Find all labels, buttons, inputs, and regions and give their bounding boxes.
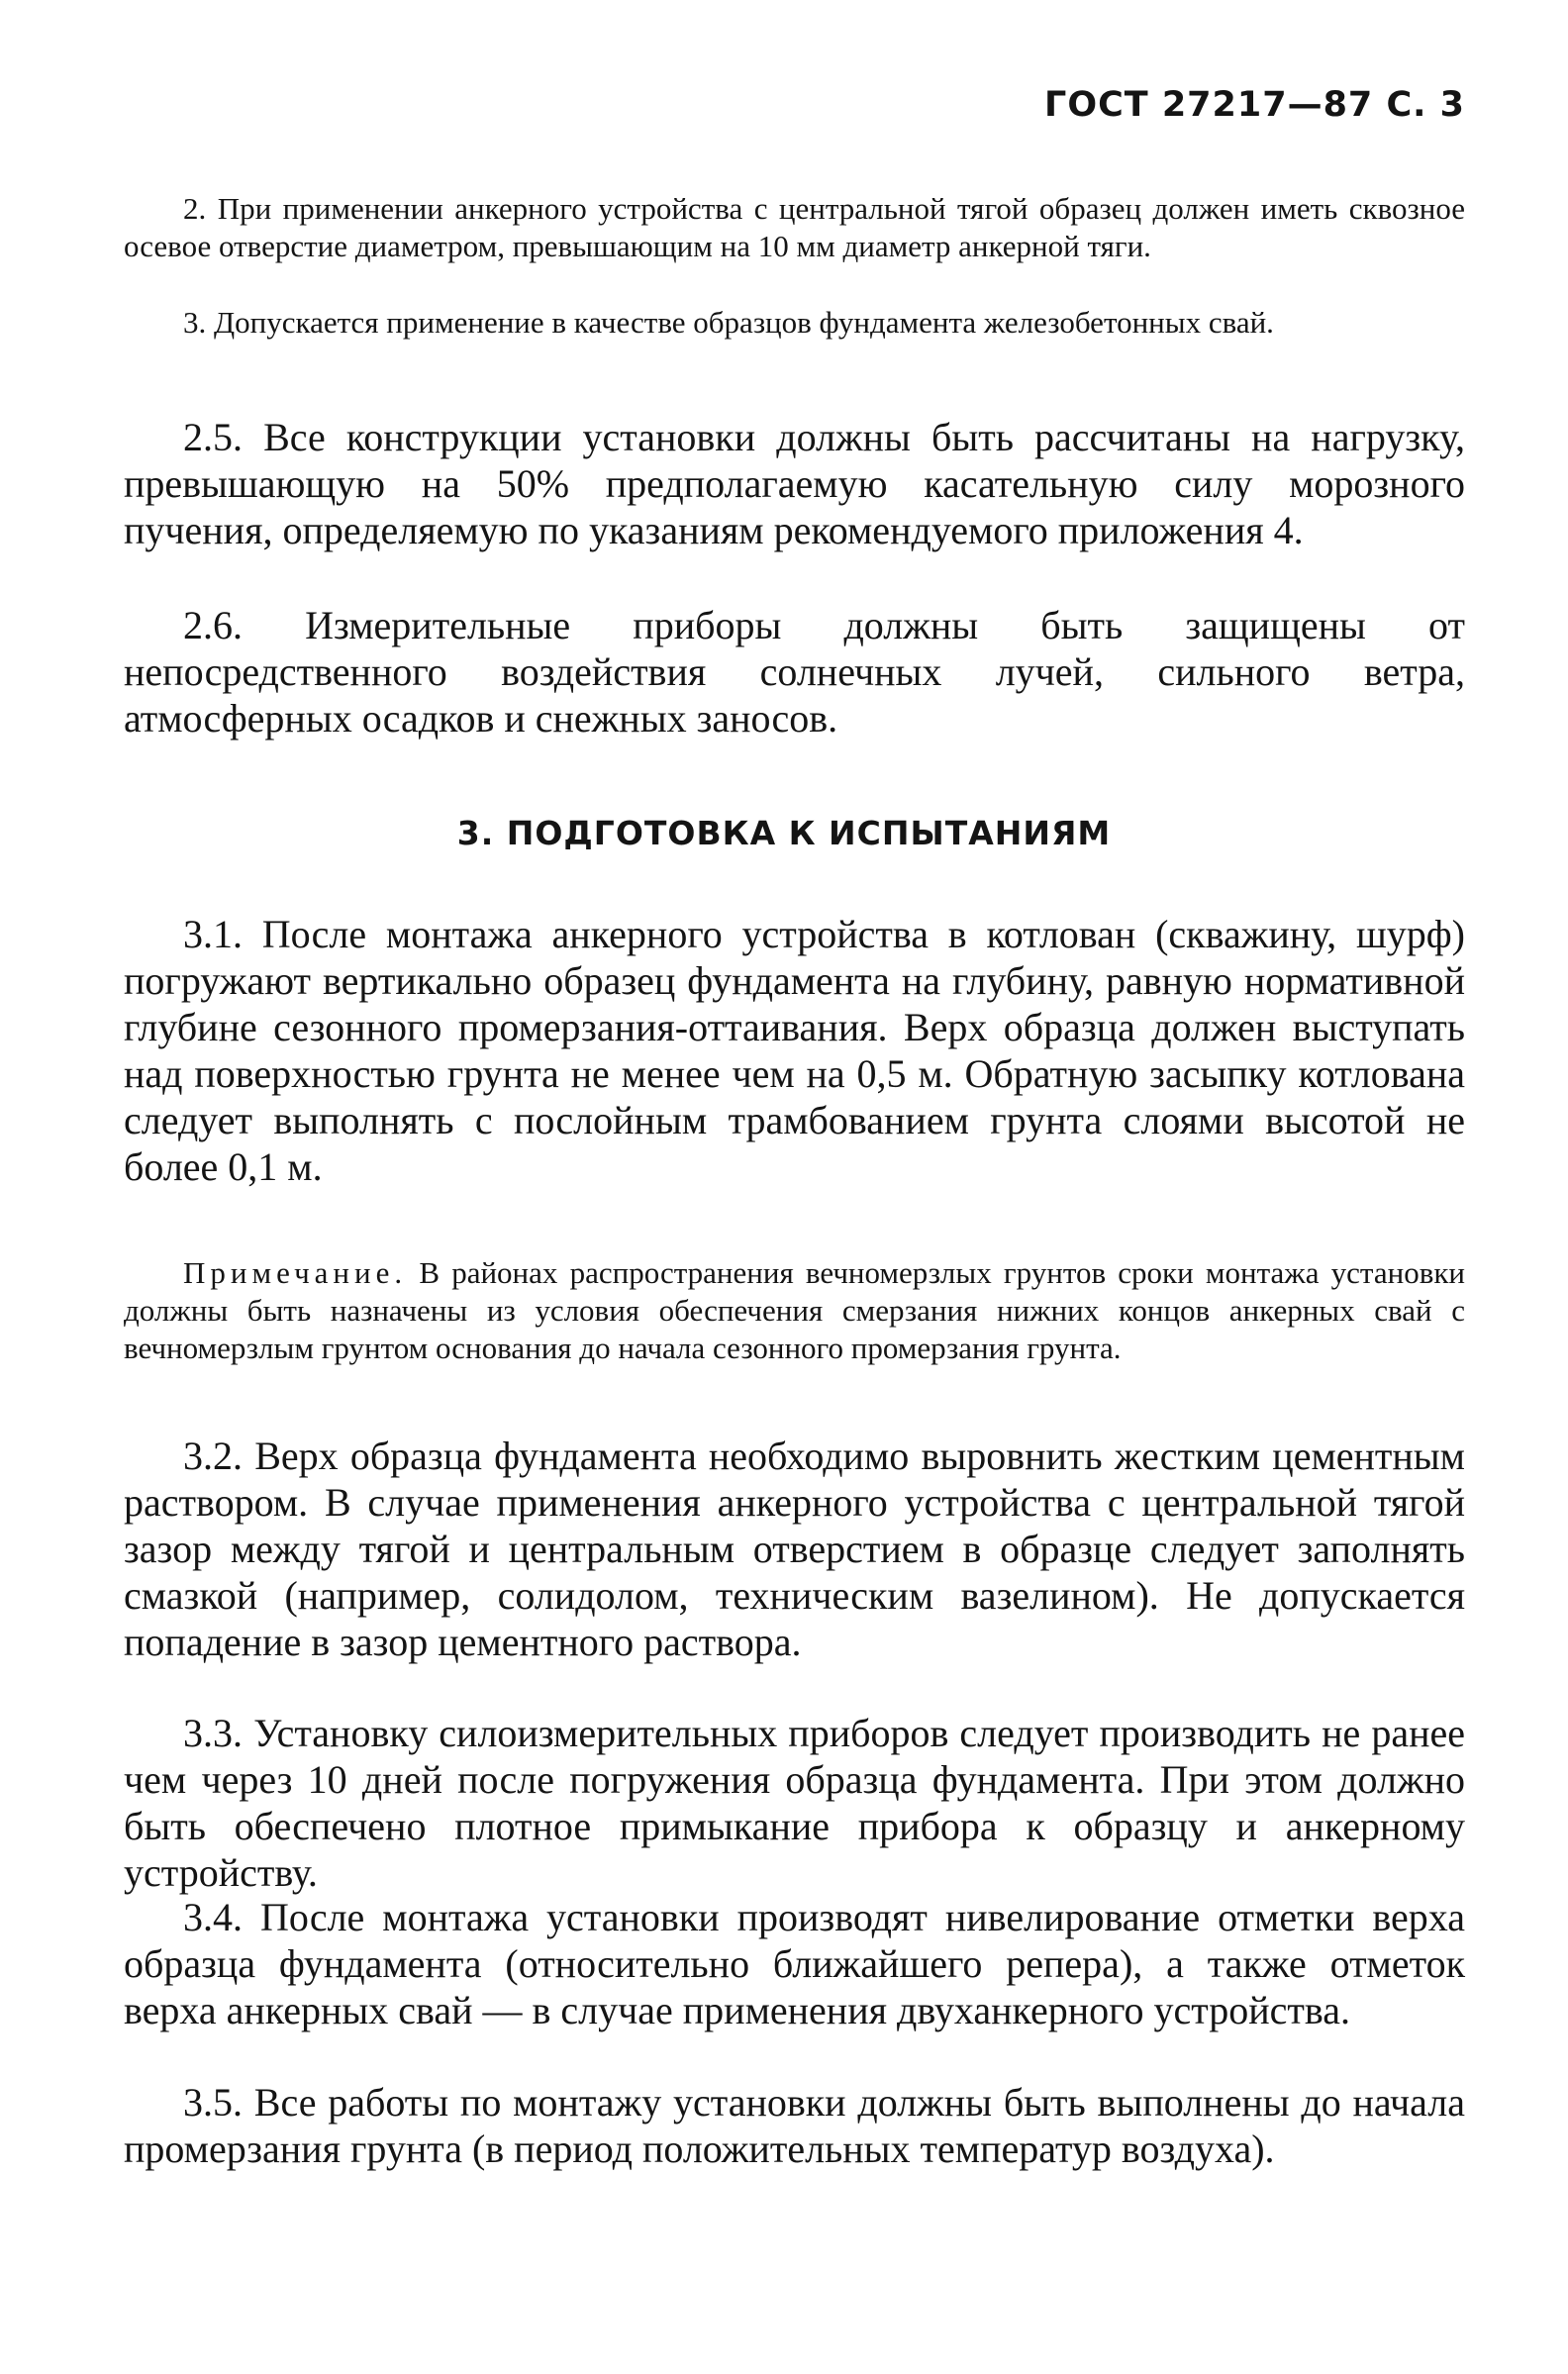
note-2: 2. При применении анкерного устройства с центральной тягой образец должен иметь сквозное осевое отверстие диаметром, превышающим на 10 мм диаметр анкерной тяги. (124, 191, 1465, 263)
page-header: ГОСТ 27217—87 С. 3 (1044, 85, 1465, 125)
note-text: В районах распространения вечномерзлых грунтов сроки монтажа установки должны быть назначены из условия обеспечения смерзания нижних концов анкерных свай с вечномерзлым грунтом основания до начала сезонного промерзания грунта. (124, 1255, 1465, 1365)
note-label: Примечание. (183, 1255, 408, 1290)
paragraph-3-5: 3.5. Все работы по монтажу установки должны быть выполнены до начала промерзания грунта (в период положительных температур воздуха). (124, 2080, 1465, 2171)
paragraph-3-2: 3.2. Верх образца фундамента необходимо выровнить жестким цементным раствором. В случае применения анкерного устройства с центральной тягой зазор между тягой и центральным отверстием в образце следует заполнять смазкой (например, солидолом, техническим вазелином). Не допускается попадение в зазор цементного раствора. (124, 1434, 1465, 1664)
note-block (124, 1254, 1465, 1367)
section-3-title: 3. ПОДГОТОВКА К ИСПЫТАНИЯМ (456, 814, 1112, 852)
paragraph-2-5: 2.5. Все конструкции установки должны быть рассчитаны на нагрузку, превышающую на 50% предполагаемую касательную силу морозного пучения, определяемую по указаниям рекомендуемого приложения 4. (124, 415, 1465, 552)
paragraph-3-3: 3.3. Установку силоизмерительных приборов следует производить не ранее чем через 10 дней после погружения образца фундамента. При этом должно быть обеспечено плотное примыкание прибора к образцу и анкерному устройству. (124, 1711, 1465, 1895)
note-3: 3. Допускается применение в качестве образцов фундамента железобетонных свай. (183, 305, 1274, 340)
paragraph-3-4: 3.4. После монтажа установки производят нивелирование отметки верха образца фундамента (относительно ближайшего репера), а также отметок верха анкерных свай — в случае применения двуханкерного устройства. (124, 1895, 1465, 2032)
paragraph-2-6: 2.6. Измерительные приборы должны быть защищены от непосредственного воздействия солнечных лучей, сильного ветра, атмосферных осадков и снежных заносов. (124, 603, 1465, 741)
paragraph-3-1: 3.1. После монтажа анкерного устройства в котлован (скважину, шурф) погружают вертикально образец фундамента на глубину, равную нормативной глубине сезонного промерзания-оттаивания. Верх образца должен выступать над поверхностью грунта не менее чем на 0,5 м. Обратную засыпку котлована следует выполнять с послойным трамбованием грунта слоями высотой не более 0,1 м. (124, 912, 1465, 1189)
